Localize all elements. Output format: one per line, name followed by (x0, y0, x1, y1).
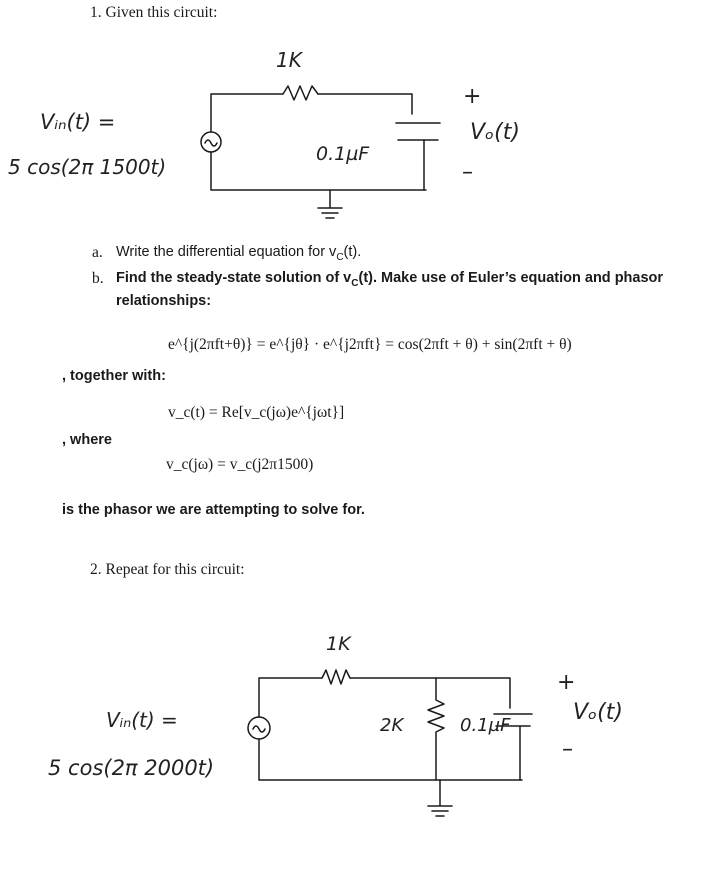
circuit-2-wire-top-left (259, 678, 322, 717)
resistor-1-label: 1K (276, 48, 302, 72)
where-text: , where (62, 432, 112, 448)
part-a-text-body: Write the differential equation for v (116, 244, 337, 260)
euler-equation-text: e^{j(2πft+θ)} = e^{jθ} · e^{j2πft} = cos(2πft + θ) + sin(2πft + θ) (168, 336, 572, 353)
part-b-text-cont: Make use of Euler’s equation and phasor (377, 270, 664, 286)
output-1-plus: + (463, 84, 482, 109)
part-b-var-sub: C (351, 277, 359, 289)
problem-2-heading: 2. Repeat for this circuit: (90, 561, 245, 578)
part-b-line2: relationships: (116, 293, 212, 309)
euler-equation (168, 336, 572, 354)
resistor-3-label: 2K (380, 715, 404, 736)
capacitor-1-label: 0.1µF (316, 143, 370, 165)
part-b-var-arg: (t). (358, 270, 377, 286)
circuit-2-wire-bottom (259, 739, 522, 780)
part-a-var-arg: (t). (343, 244, 362, 260)
problem-1-heading: 1. Given this circuit: (90, 4, 218, 21)
phasor-value-text: v_c(jω) = v_c(j2π1500) (166, 456, 314, 473)
part-b-marker: b. (92, 270, 104, 287)
output-2-plus: + (557, 670, 576, 695)
part-b-text-body: Find the steady-state solution of v (116, 270, 352, 286)
input-2-label-line1: Vᵢₙ(t) = (106, 708, 178, 732)
phasor-relation-text: v_c(t) = Re[v_c(jω)e^{jωt}] (168, 404, 345, 421)
input-1-label-line1: Vᵢₙ(t) = (40, 110, 116, 134)
part-a-text (116, 244, 361, 263)
part-b-text (116, 270, 663, 289)
ground-1-symbol (318, 190, 342, 218)
resistor-1-symbol (283, 86, 318, 100)
output-1-minus: – (462, 160, 473, 185)
capacitor-2-label: 0.1µF (460, 715, 511, 736)
circuit-1-wire-top-left (211, 94, 283, 132)
ac-source-2-wave (253, 726, 265, 732)
phasor-relation (168, 404, 344, 422)
ac-source-1-wave (205, 140, 217, 146)
together-with-text: , together with: (62, 368, 166, 384)
output-1-label: Vₒ(t) (470, 120, 520, 145)
closing-text: is the phasor we are attempting to solve for. (62, 502, 365, 518)
output-2-minus: – (562, 737, 573, 762)
part-a-marker: a. (92, 244, 103, 261)
circuit-1-wire-top-right (318, 94, 412, 114)
part-a-var-sub: C (336, 251, 344, 263)
resistor-3-symbol (428, 678, 444, 780)
phasor-value (166, 456, 313, 474)
input-2-label-line2: 5 cos(2π 2000t) (48, 756, 215, 780)
circuit-2-wire-top-right (436, 678, 510, 708)
resistor-2-symbol (322, 670, 350, 684)
resistor-2-label: 1K (326, 633, 351, 655)
input-1-label-line2: 5 cos(2π 1500t) (8, 155, 167, 179)
output-2-label: Vₒ(t) (573, 700, 623, 725)
ground-2-symbol (428, 780, 452, 816)
